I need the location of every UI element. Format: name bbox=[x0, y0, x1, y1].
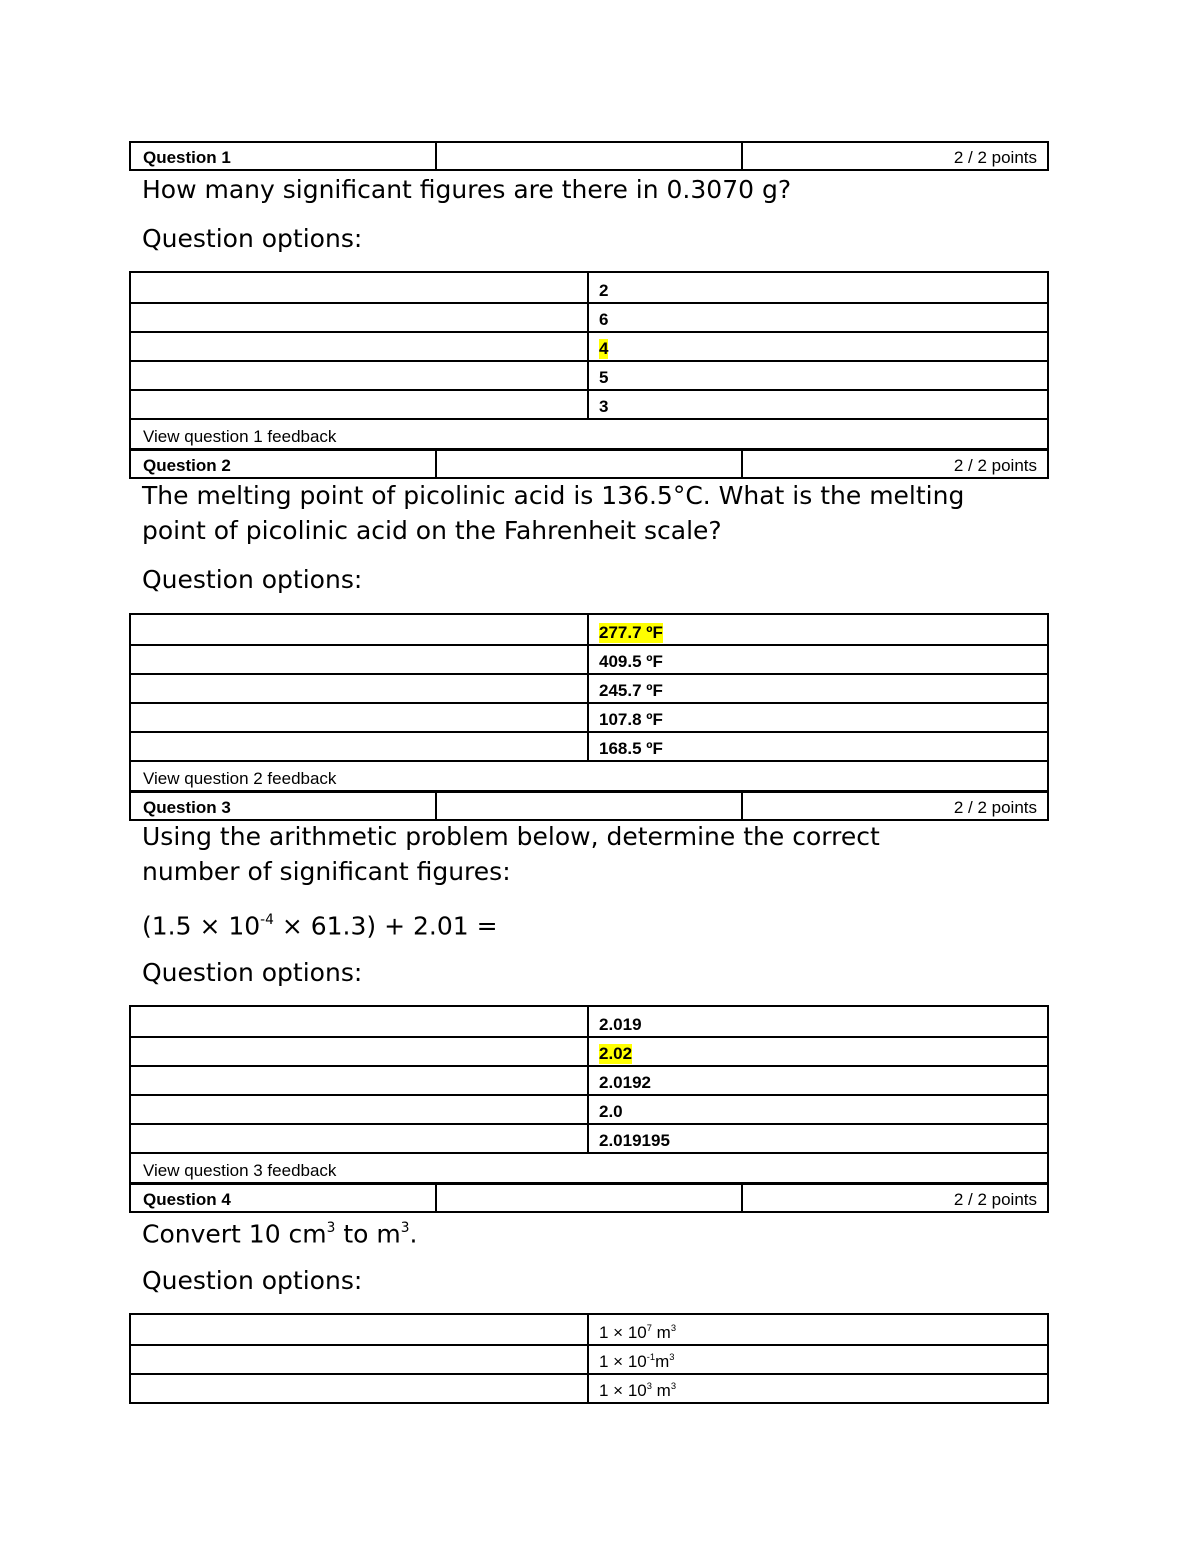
feedback-link[interactable]: View question 3 feedback bbox=[129, 1154, 1049, 1184]
points-badge: 2 / 2 points bbox=[741, 1185, 1047, 1211]
option-row[interactable] bbox=[131, 1036, 1047, 1065]
option-row[interactable] bbox=[131, 731, 1047, 760]
header-empty-cell bbox=[435, 451, 741, 477]
question-options-label: Question options: bbox=[142, 565, 363, 594]
option-row[interactable] bbox=[131, 673, 1047, 702]
option-label-correct: 4 bbox=[599, 339, 609, 358]
option-label: 2.019 bbox=[599, 1015, 642, 1034]
option-row[interactable] bbox=[131, 389, 1047, 418]
option-label: 2 bbox=[599, 281, 609, 300]
option-row[interactable] bbox=[131, 644, 1047, 673]
question-label: Question 4 bbox=[143, 1190, 231, 1209]
question-text-line1: The melting point of picolinic acid is 136.5°C. What is the melting bbox=[142, 481, 965, 510]
question-expression: $(1.5 \times 10^{-4} \times 61.3) + 2.01$ = bbox=[142, 911, 498, 941]
question-label: Question 1 bbox=[143, 148, 231, 167]
option-label: 2.0 bbox=[599, 1102, 623, 1121]
header-empty-cell bbox=[435, 143, 741, 169]
question-4-header bbox=[129, 1183, 1049, 1213]
option-label: 3 bbox=[599, 397, 609, 416]
option-label: 2.0192 bbox=[599, 1073, 651, 1092]
points-badge: 2 / 2 points bbox=[741, 451, 1047, 477]
option-label: 168.5 ºF bbox=[599, 739, 663, 758]
question-options-label: Question options: bbox=[142, 1266, 363, 1295]
question-1-header bbox=[129, 141, 1049, 171]
header-empty-cell bbox=[435, 793, 741, 819]
question-3-options bbox=[129, 1005, 1049, 1184]
option-row[interactable] bbox=[131, 273, 1047, 302]
option-row[interactable] bbox=[131, 1065, 1047, 1094]
feedback-link[interactable]: View question 2 feedback bbox=[129, 762, 1049, 792]
question-2-options bbox=[129, 613, 1049, 792]
option-label: 5 bbox=[599, 368, 609, 387]
header-empty-cell bbox=[435, 1185, 741, 1211]
option-row[interactable] bbox=[131, 331, 1047, 360]
option-label: 6 bbox=[599, 310, 609, 329]
question-label: Question 3 bbox=[143, 798, 231, 817]
option-label: 409.5 ºF bbox=[599, 652, 663, 671]
question-1-options bbox=[129, 271, 1049, 450]
option-row[interactable] bbox=[131, 1094, 1047, 1123]
question-text: Convert 10 $cm^3$ to $m^3$. bbox=[142, 1219, 418, 1249]
question-text-line2: number of significant figures: bbox=[142, 857, 511, 886]
option-row[interactable] bbox=[131, 302, 1047, 331]
option-label: 2.019195 bbox=[599, 1131, 670, 1150]
question-options-label: Question options: bbox=[142, 224, 363, 253]
option-row[interactable] bbox=[131, 1007, 1047, 1036]
option-row[interactable] bbox=[131, 1123, 1047, 1152]
feedback-link[interactable]: View question 1 feedback bbox=[129, 420, 1049, 450]
option-row[interactable] bbox=[131, 615, 1047, 644]
points-badge: 2 / 2 points bbox=[741, 793, 1047, 819]
question-text-line2: point of picolinic acid on the Fahrenheit scale? bbox=[142, 516, 722, 545]
question-options-label: Question options: bbox=[142, 958, 363, 987]
points-badge: 2 / 2 points bbox=[741, 143, 1047, 169]
question-4-options bbox=[129, 1313, 1049, 1404]
option-label: 245.7 ºF bbox=[599, 681, 663, 700]
question-text-line1: Using the arithmetic problem below, determine the correct bbox=[142, 822, 880, 851]
question-text: How many significant figures are there in 0.3070 g? bbox=[142, 175, 792, 204]
option-row[interactable] bbox=[131, 1373, 1047, 1402]
option-label: 107.8 ºF bbox=[599, 710, 663, 729]
option-label: $1 \times 10^7$ $m^3$ bbox=[599, 1323, 677, 1342]
option-label: $1 \times 10^{-1}m^3$ bbox=[599, 1352, 675, 1371]
option-label: $1 \times 10^3$ $m^3$ bbox=[599, 1381, 677, 1400]
question-2-header bbox=[129, 449, 1049, 479]
option-label-correct: 2.02 bbox=[599, 1044, 633, 1063]
option-row[interactable] bbox=[131, 1344, 1047, 1373]
question-label: Question 2 bbox=[143, 456, 231, 475]
option-label-correct: 277.7 ºF bbox=[599, 623, 663, 642]
option-row[interactable] bbox=[131, 360, 1047, 389]
option-row[interactable] bbox=[131, 702, 1047, 731]
option-row[interactable] bbox=[131, 1315, 1047, 1344]
question-3-header bbox=[129, 791, 1049, 821]
